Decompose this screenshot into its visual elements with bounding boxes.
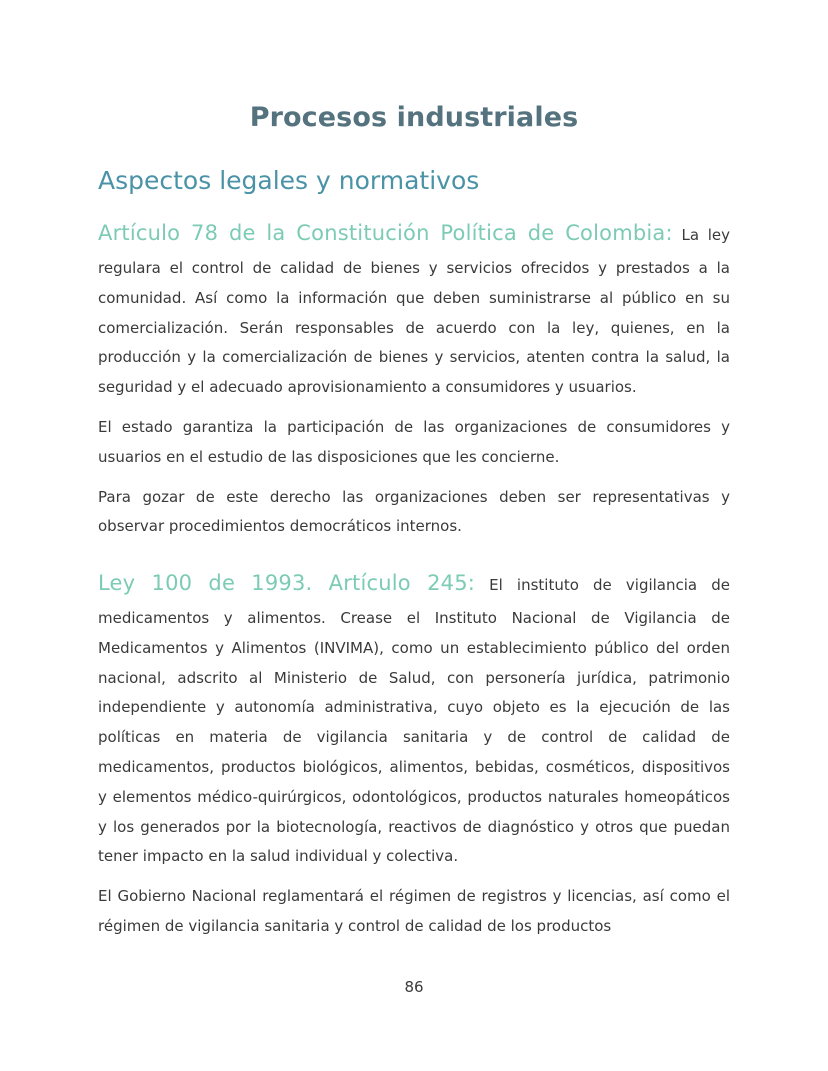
article-78-block: [98, 214, 730, 552]
article-78-paragraph-2: El estado garantiza la participación de las organizaciones de consumidores y usuarios en el estudio de las disposiciones que les concierne.: [98, 417, 730, 466]
article-78-lead-line: [98, 214, 730, 254]
section-heading: Aspectos legales y normativos: [98, 166, 480, 195]
article-78-paragraph-3: Para gozar de este derecho las organizaciones deben ser representativas y observar procedimientos democráticos internos.: [98, 487, 730, 536]
ley-100-block: [98, 564, 730, 952]
ley-100-heading: Ley 100 de 1993. Artículo 245:: [98, 571, 476, 595]
page-number: 86: [404, 978, 424, 996]
article-78-paragraph-1: regulara el control de calidad de bienes y servicios ofrecidos y prestados a la comunidad. Así como la información que deben suministrarse al público en su comercialización. Serán responsables de acuerdo con la ley, quienes, en la producción y la comercialización de bienes y servicios, atenten contra la salud, la seguridad y el adecuado aprovisionamiento a consumidores y usuarios.: [98, 259, 730, 397]
ley-100-lead-text: El instituto de vigilancia de: [489, 576, 730, 594]
article-78-lead-text: La ley: [681, 226, 730, 244]
ley-100-lead-line: [98, 564, 730, 604]
page-title: Procesos industriales: [249, 102, 579, 133]
article-78-heading: Artículo 78 de la Constitución Política de Colombia:: [98, 221, 673, 245]
ley-100-paragraph-2: El Gobierno Nacional reglamentará el régimen de registros y licencias, así como el régimen de vigilancia sanitaria y control de calidad de los productos: [98, 887, 730, 935]
ley-100-paragraph-1: medicamentos y alimentos. Crease el Instituto Nacional de Vigilancia de Medicamentos y Alimentos (INVIMA), como un establecimiento público del orden nacional, adscrito al Ministerio de Salud, con personería jurídica, patrimonio independiente y autonomía administrativa, cuyo objeto es la ejecución de las políticas en materia de vigilancia sanitaria y de control de calidad de medicamentos, productos biológicos, alimentos, bebidas, cosméticos, dispositivos y elementos médico-quirúrgicos, odontológicos, productos naturales homeopáticos y los generados por la biotecnología, reactivos de diagnóstico y otros que puedan tener impacto en la salud individual y colectiva.: [98, 609, 730, 866]
